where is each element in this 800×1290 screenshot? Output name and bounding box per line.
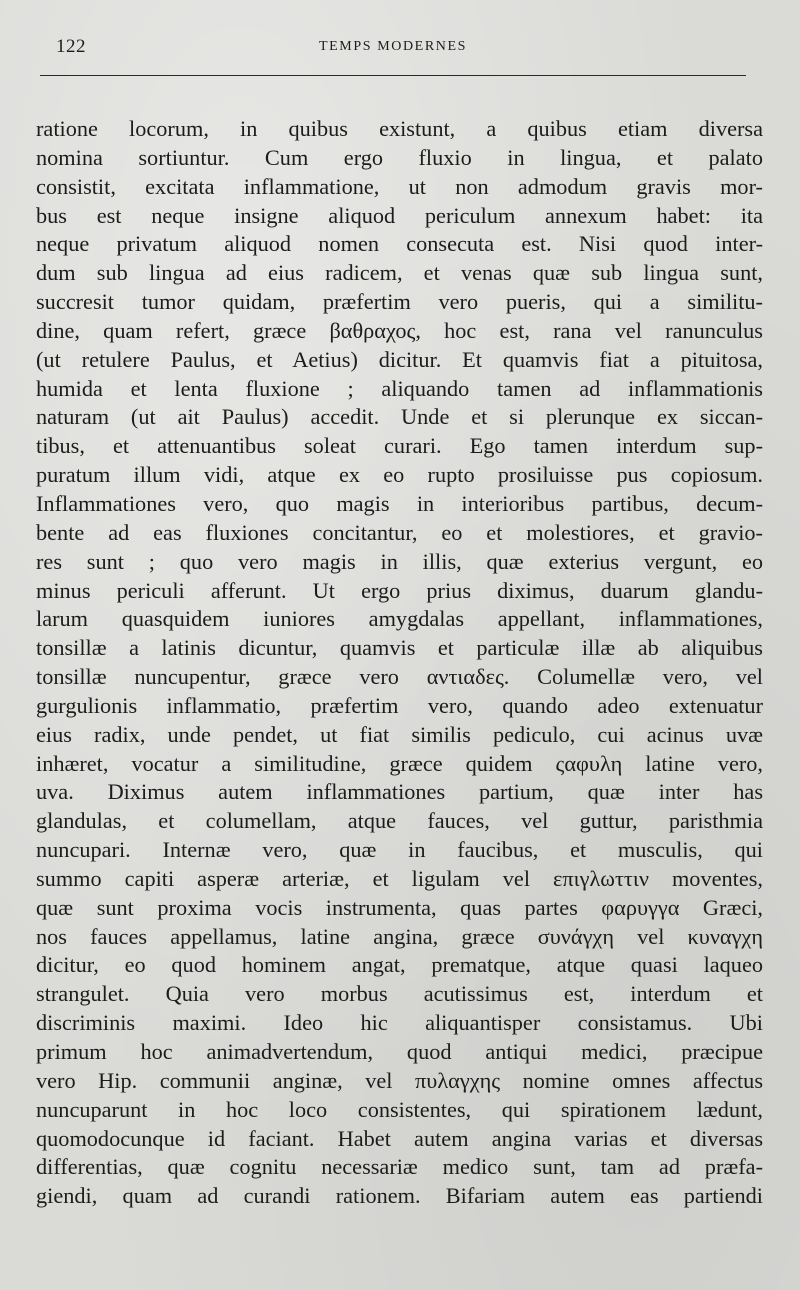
header-rule xyxy=(40,75,746,76)
text-line: eius radix, unde pendet, ut fiat similis pediculo, cui acinus uvæ xyxy=(36,721,763,747)
page-number: 122 xyxy=(56,36,86,57)
text-line: dum sub lingua ad eius radicem, et venas quæ sub lingua sunt, xyxy=(36,260,763,286)
text-line: naturam (ut ait Paulus) accedit. Unde et si plerunque ex siccan- xyxy=(36,404,763,430)
text-line: tonsillæ a latinis dicuntur, quamvis et particulæ illæ ab aliquibus xyxy=(36,635,763,661)
text-line: nuncuparunt in hoc loco consistentes, qui spirationem lædunt, xyxy=(36,1096,763,1122)
text-line: Inflammationes vero, quo magis in interioribus partibus, decum- xyxy=(36,490,763,516)
text-line: inhæret, vocatur a similitudine, græce quidem ςαφυλη latine vero, xyxy=(36,750,763,776)
text-line: giendi, quam ad curandi rationem. Bifariam autem eas partiendi xyxy=(36,1183,763,1209)
text-line: strangulet. Quia vero morbus acutissimus est, interdum et xyxy=(36,981,763,1007)
text-line: quomodocunque id faciant. Habet autem angina varias et diversas xyxy=(36,1125,763,1151)
text-line: neque privatum aliquod nomen consecuta est. Nisi quod inter- xyxy=(36,231,763,257)
running-title: TEMPS MODERNES xyxy=(318,39,468,54)
text-line: differentias, quæ cognitu necessariæ medico sunt, tam ad præfa- xyxy=(36,1154,763,1180)
text-line: res sunt ; quo vero magis in illis, quæ exterius vergunt, eo xyxy=(36,548,763,574)
text-line: succresit tumor quidam, præfertim vero pueris, qui a similitu- xyxy=(36,289,763,315)
text-line: summo capiti asperæ arteriæ, et ligulam vel επιγλωττιν moventes, xyxy=(36,865,763,891)
text-line: primum hoc animadvertendum, quod antiqui medici, præcipue xyxy=(36,1039,763,1064)
text-line: (ut retulere Paulus, et Aetius) dicitur. Et quamvis fiat a pituitosa, xyxy=(36,346,763,372)
text-line: vero Hip. communii anginæ, vel πυλαγχης nomine omnes affectus xyxy=(36,1067,763,1093)
body-text xyxy=(36,115,763,1211)
text-line: glandulas, et columellam, atque fauces, vel guttur, paristhmia xyxy=(36,808,763,834)
page-header xyxy=(40,36,746,76)
text-line: dine, quam refert, græce βαθραχος, hoc est, rana vel ranunculus xyxy=(36,317,763,343)
text-line: larum quasquidem iuniores amygdalas appellant, inflammationes, xyxy=(36,606,763,632)
text-line: nomina sortiuntur. Cum ergo fluxio in lingua, et palato xyxy=(36,144,763,170)
text-line: nos fauces appellamus, latine angina, græce συνάγχη vel κυναγχη xyxy=(36,923,763,949)
text-line: tibus, et attenuantibus soleat curari. Ego tamen interdum sup- xyxy=(36,433,763,459)
text-line: gurgulionis inflammatio, præfertim vero, quando adeo extenuatur xyxy=(36,692,763,718)
text-line: puratum illum vidi, atque ex eo rupto prosiluisse pus copiosum. xyxy=(36,462,763,488)
text-line: bus est neque insigne aliquod periculum annexum habet: ita xyxy=(36,202,763,228)
text-line: nuncupari. Internæ vero, quæ in faucibus, et musculis, qui xyxy=(36,837,763,863)
text-line: uva. Diximus autem inflammationes partium, quæ inter has xyxy=(36,779,763,805)
text-line: minus periculi afferunt. Ut ergo prius diximus, duarum glandu- xyxy=(36,577,763,603)
text-line: humida et lenta fluxione ; aliquando tamen ad inflammationis xyxy=(36,375,763,401)
text-line: quæ sunt proxima vocis instrumenta, quas partes φαρυγγα Græci, xyxy=(36,894,763,920)
text-line: tonsillæ nuncupentur, græce vero αντιαδες. Columellæ vero, vel xyxy=(36,664,763,690)
text-line: consistit, excitata inflammatione, ut non admodum gravis mor- xyxy=(36,173,763,199)
text-line: discriminis maximi. Ideo hic aliquantisper consistamus. Ubi xyxy=(36,1010,763,1036)
text-line: ratione locorum, in quibus existunt, a quibus etiam diversa xyxy=(36,116,763,141)
text-line: bente ad eas fluxiones concitantur, eo et molestiores, et gravio- xyxy=(36,519,763,545)
text-line: dicitur, eo quod hominem angat, prematque, atque quasi laqueo xyxy=(36,952,763,978)
